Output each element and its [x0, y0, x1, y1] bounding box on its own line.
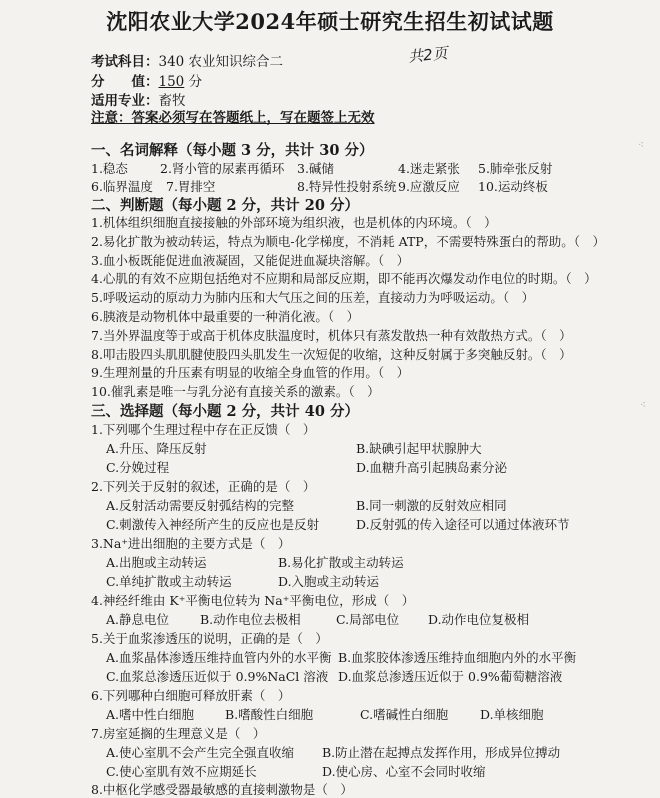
handwritten-page-count: 共2页 — [407, 43, 449, 67]
choice-option: D.单核细胞 — [480, 707, 544, 722]
choice-option: B.血浆胶体渗透压维持血细胞内外的水平衡 — [338, 650, 577, 665]
choice-option: C.单纯扩散或主动转运 — [106, 574, 232, 589]
term-item: 8.特异性投射系统 — [297, 179, 397, 194]
term-item: 3.碱储 — [297, 161, 334, 176]
choice-option: C.刺激传入神经所产生的反应也是反射 — [106, 517, 320, 532]
choice-option: A.血浆晶体渗透压维持血管内外的水平衡 — [106, 650, 332, 665]
choice-option: D.血糖升高引起胰岛素分泌 — [356, 460, 508, 475]
choice-option: B.防止潜在起搏点发挥作用，形成异位搏动 — [322, 745, 561, 760]
choice-stem: 1.下列哪个生理过程中存在正反馈（ ） — [91, 422, 316, 437]
choice-option: D.入胞或主动转运 — [278, 574, 380, 589]
choice-option: A.升压、降压反射 — [106, 441, 207, 456]
choice-option: B.易化扩散或主动转运 — [278, 555, 404, 570]
term-item: 1.稳态 — [91, 161, 128, 176]
choice-option: D.反射弧的传入途径可以通过体液环节 — [356, 517, 570, 532]
score-unit: 分 — [184, 74, 203, 90]
score-line — [91, 70, 202, 90]
term-item: 9.应激反应 — [398, 179, 460, 194]
choice-option: B.嗜酸性白细胞 — [225, 707, 314, 722]
judge-item: 5.呼吸运动的原动力为肺内压和大气压之间的压差，直接动力为呼吸运动。（ ） — [91, 290, 535, 305]
judge-item: 8.叩击股四头肌肌腱使股四头肌发生一次短促的收缩，这种反射属于多突触反射。（ ） — [91, 347, 572, 362]
choice-option: D.使心房、心室不会同时收缩 — [322, 764, 486, 779]
judge-item: 6.胰液是动物机体中最重要的一种消化液。（ ） — [91, 309, 360, 324]
judge-item: 10.催乳素是唯一与乳分泌有直接关系的激素。（ ） — [91, 384, 380, 399]
choice-option: B.缺碘引起甲状腺肿大 — [356, 441, 482, 456]
choice-stem: 5.关于血浆渗透压的说明，正确的是（ ） — [91, 631, 328, 646]
term-item: 10.运动终板 — [478, 179, 548, 194]
term-item: 7.胃排空 — [166, 179, 216, 194]
notice-line — [91, 106, 375, 126]
choice-option: A.反射活动需要反射弧结构的完整 — [106, 498, 295, 513]
section1-heading: 一、名词解释（每小题 3 分，共计 30 分） — [91, 142, 374, 159]
section3-heading: 三、选择题（每小题 2 分，共计 40 分） — [91, 403, 359, 420]
choice-option: C.血浆总渗透压近似于 0.9%NaCl 溶液 — [106, 669, 329, 684]
subject-line — [91, 50, 283, 70]
choice-stem: 6.下列哪种白细胞可释放肝素（ ） — [91, 688, 291, 703]
major-label: 适用专业： — [91, 93, 159, 109]
scan-speck: ⁖ — [638, 140, 644, 151]
judge-item: 4.心肌的有效不应期包括绝对不应期和局部反应期，即不能再次爆发动作电位的时期。（ ） — [91, 271, 597, 286]
term-item: 4.迷走紧张 — [398, 161, 460, 176]
section2-heading: 二、判断题（每小题 2 分，共计 20 分） — [91, 197, 359, 214]
choice-option: A.嗜中性白细胞 — [106, 707, 195, 722]
notice-text: 答案必须写在答题纸上，写在题签上无效 — [131, 110, 375, 126]
choice-option: D.血浆总渗透压近似于 0.9%葡萄糖溶液 — [338, 669, 563, 684]
choice-option: C.分娩过程 — [106, 460, 170, 475]
subject-value: 340 农业知识综合二 — [158, 54, 284, 70]
choice-option: D.动作电位复极相 — [428, 612, 530, 627]
judge-item: 9.生理剂量的升压素有明显的收缩全身血管的作用。（ ） — [91, 365, 410, 380]
choice-option: B.同一刺激的反射效应相同 — [356, 498, 507, 513]
term-item: 2.肾小管的尿素再循环 — [160, 161, 285, 176]
score-label: 分 值： — [91, 74, 159, 90]
major-value: 畜牧 — [158, 93, 186, 109]
exam-title: 沈阳农业大学2024年硕士研究生招生初试试题 — [106, 9, 554, 34]
choice-option: C.嗜碱性白细胞 — [360, 707, 449, 722]
choice-stem: 4.神经纤维由 K⁺平衡电位转为 Na⁺平衡电位，形成（ ） — [91, 593, 415, 608]
notice-label: 注意： — [91, 110, 132, 126]
judge-item: 3.血小板既能促进血液凝固，又能促进血凝块溶解。（ ） — [91, 253, 410, 268]
choice-option: A.出胞或主动转运 — [106, 555, 207, 570]
choice-option: A.静息电位 — [106, 612, 170, 627]
choice-option: C.使心室肌有效不应期延长 — [106, 764, 257, 779]
term-item: 6.临界温度 — [91, 179, 153, 194]
choice-option: C.局部电位 — [336, 612, 400, 627]
choice-stem: 2.下列关于反射的叙述，正确的是（ ） — [91, 479, 316, 494]
choice-stem: 7.房室延搁的生理意义是（ ） — [91, 726, 266, 741]
score-value: 150 — [158, 74, 185, 90]
judge-item: 2.易化扩散为被动转运，特点为顺电-化学梯度，不消耗 ATP，不需要特殊蛋白的帮助。（ ） — [91, 234, 605, 249]
subject-label: 考试科目： — [91, 54, 159, 70]
choice-stem: 3.Na⁺进出细胞的主要方式是（ ） — [91, 536, 291, 551]
term-item: 5.肺牵张反射 — [478, 161, 553, 176]
choice-option: A.使心室肌不会产生完全强直收缩 — [106, 745, 295, 760]
judge-item: 7.当外界温度等于或高于机体皮肤温度时，机体只有蒸发散热一种有效散热方式。（ ） — [91, 328, 572, 343]
choice-stem: 8.中枢化学感受器最敏感的直接刺激物是（ ） — [91, 782, 353, 797]
judge-item: 1.机体组织细胞直接接触的外部环境为组织液，也是机体的内环境。（ ） — [91, 215, 497, 230]
scan-speck: ⁖ — [640, 400, 646, 411]
choice-option: B.动作电位去极相 — [200, 612, 301, 627]
